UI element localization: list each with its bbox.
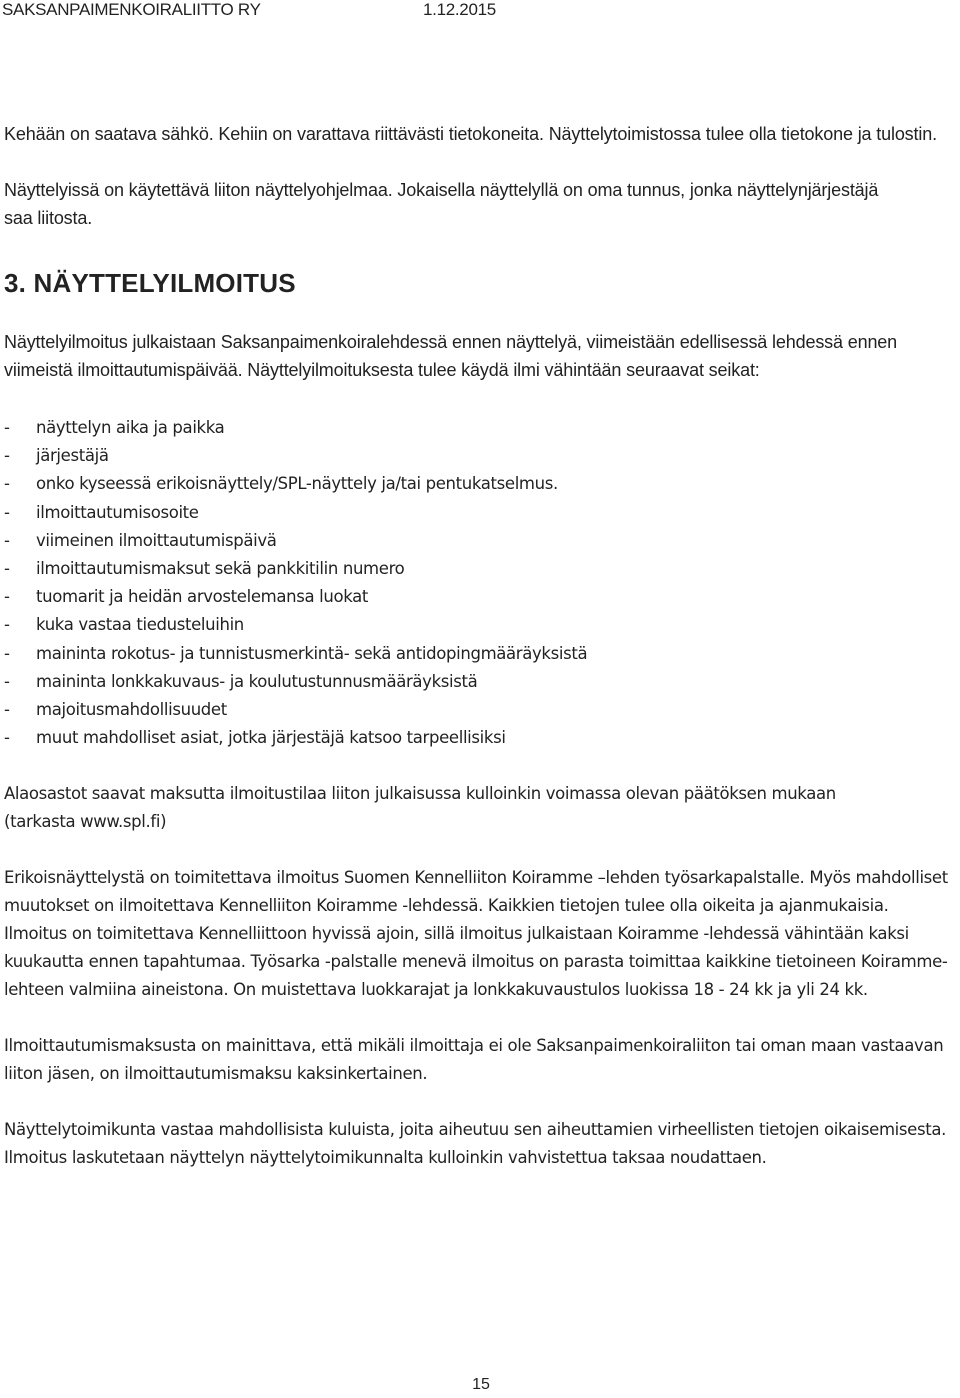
list-item-text: tuomarit ja heidän arvostelemansa luokat xyxy=(36,587,368,607)
list-item xyxy=(4,583,954,611)
list-dash: - xyxy=(4,502,10,522)
paragraph-committee: Näyttelytoimikunta vastaa mahdollisista kuluista, joita aiheutuu sen aiheuttamien virheellisten tietojen oikaisemisesta. Ilmoitus laskutetaan näyttelyn näyttelytoimikunnalta kulloinkin vahvistettua taksaa noudattaen. xyxy=(4,1120,946,1168)
list-item xyxy=(4,696,954,724)
list-dash: - xyxy=(4,474,10,494)
list-dash: - xyxy=(4,418,10,437)
page-number: 15 xyxy=(472,1376,490,1393)
list-item-text: onko kyseessä erikoisnäyttely/SPL-näyttely ja/tai pentukatselmus. xyxy=(36,474,558,494)
header-organization: SAKSANPAIMENKOIRALIITTO RY xyxy=(2,0,261,19)
list-dash: - xyxy=(4,671,10,691)
list-item-text: maininta rokotus- ja tunnistusmerkintä- sekä antidopingmääräyksistä xyxy=(36,643,588,663)
list-item-text: maininta lonkkakuvaus- ja koulutustunnusmääräyksistä xyxy=(36,671,478,691)
paragraph-entry-fee: Ilmoittautumismaksusta on mainittava, että mikäli ilmoittaja ei ole Saksanpaimenkoiraliiton tai oman maan vastaavan liiton jäsen, on ilmoittautumismaksu kaksinkertainen. xyxy=(4,1036,944,1084)
list-item xyxy=(4,611,954,639)
list-item-text: näyttelyn aika ja paikka xyxy=(36,418,225,437)
list-item xyxy=(4,555,954,583)
list-item xyxy=(4,724,954,752)
list-dash: - xyxy=(4,559,10,579)
list-dash: - xyxy=(4,728,10,748)
list-item xyxy=(4,527,954,555)
list-item xyxy=(4,442,954,470)
list-item xyxy=(4,668,954,696)
list-dash: - xyxy=(4,446,10,466)
list-item xyxy=(4,414,954,442)
paragraph-special-show: Erikoisnäyttelystä on toimitettava ilmoitus Suomen Kennelliiton Koiramme –lehden työsarkapalstalle. Myös mahdolliset muutokset on ilmoitettava Kennelliiton Koiramme -lehdessä. Kaikkien tietojen tulee olla oikeita ja ajanmukaisia. Ilmoitus on toimitettava Kennelliittoon hyvissä ajoin, sillä ilmoitus julkaistaan Koiramme -lehdessä vähintään kaksi kuukautta ennen tapahtumaa. Työsarka -palstalle menevä ilmoitus on parasta toimittaa kaikkine tietoineen Koiramme-lehteen valmiina aineistona. On muistettava luokkarajat ja lonkkakuvaustulos luokissa 18 - 24 kk ja yli 24 kk. xyxy=(4,868,948,1000)
list-item-text: viimeinen ilmoittautumispäivä xyxy=(36,530,277,550)
list-dash: - xyxy=(4,643,10,663)
paragraph-electricity: Kehään on saatava sähkö. Kehiin on varattava riittävästi tietokoneita. Näyttelytoimistossa tulee olla tietokone ja tulostin. xyxy=(4,124,937,144)
list-dash: - xyxy=(4,587,10,607)
section-intro: Näyttelyilmoitus julkaistaan Saksanpaimenkoiralehdessä ennen näyttelyä, viimeistään edellisessä lehdessä ennen viimeistä ilmoittautumispäivää. Näyttelyilmoituksesta tulee käydä ilmi vähintään seuraavat seikat: xyxy=(4,332,898,380)
list-item xyxy=(4,499,954,527)
list-dash: - xyxy=(4,615,10,635)
list-item-text: kuka vastaa tiedusteluihin xyxy=(36,615,244,635)
page-header xyxy=(0,0,960,30)
paragraph-subsections: Alaosastot saavat maksutta ilmoitustilaa liiton julkaisussa kulloinkin voimassa olevan päätöksen mukaan (tarkasta www.spl.fi) xyxy=(4,784,836,832)
list-dash: - xyxy=(4,530,10,550)
header-date: 1.12.2015 xyxy=(423,0,496,19)
section-heading: 3. NÄYTTELYILMOITUS xyxy=(4,268,296,298)
requirements-list xyxy=(4,414,954,752)
list-item xyxy=(4,470,954,498)
list-item-text: ilmoittautumisosoite xyxy=(36,502,199,522)
list-item-text: majoitusmahdollisuudet xyxy=(36,700,227,720)
page-footer xyxy=(0,1376,960,1394)
list-item-text: järjestäjä xyxy=(36,446,109,466)
list-dash: - xyxy=(4,700,10,720)
list-item-text: ilmoittautumismaksut sekä pankkitilin numero xyxy=(36,559,405,579)
paragraph-show-program: Näyttelyissä on käytettävä liiton näyttelyohjelmaa. Jokaisella näyttelyllä on oma tunnus, jonka näyttelynjärjestäjä saa liitosta. xyxy=(4,180,879,228)
page-content xyxy=(4,120,954,1172)
list-item xyxy=(4,640,954,668)
list-item-text: muut mahdolliset asiat, jotka järjestäjä katsoo tarpeellisiksi xyxy=(36,728,506,748)
